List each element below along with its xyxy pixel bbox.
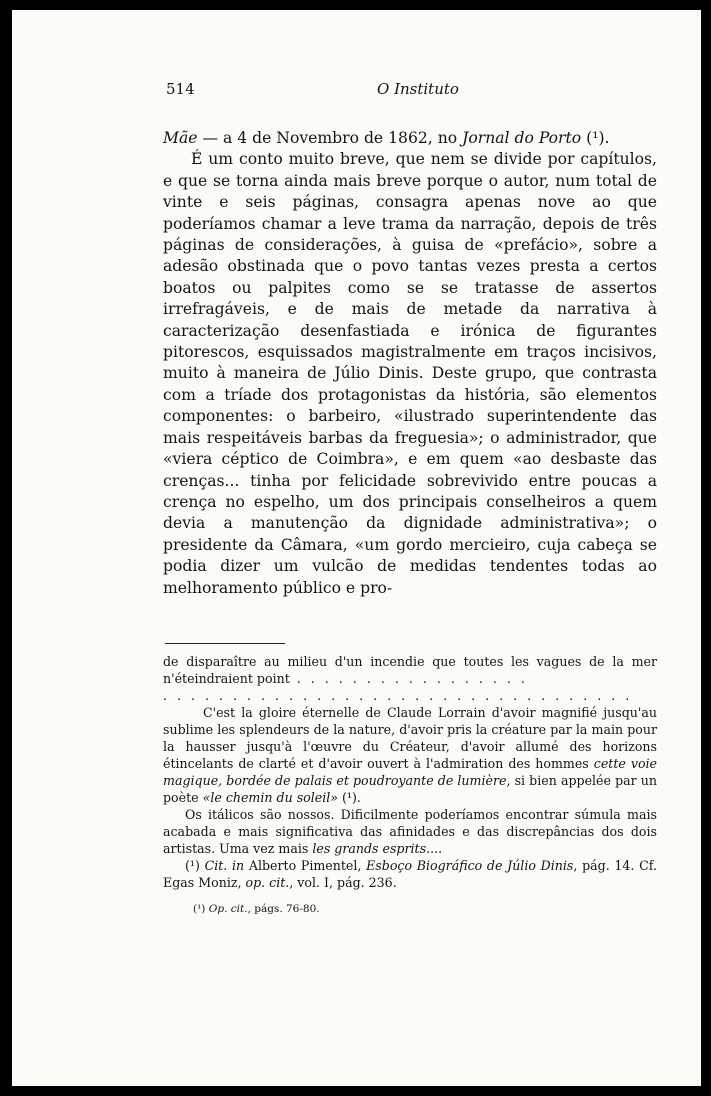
paragraph-2: É um conto muito breve, que nem se divide por capítulos, e que se torna ainda mais breve porque o autor, num total de vinte e seis páginas, consagra apenas nove ao que poderíamos chamar a leve trama da narração, depois de três páginas de considerações, à guisa de «prefácio», sobre a adesão obstinada que o povo tantas vezes presta a certos boatos ou palpites como se se tratasse de assertos irrefragáveis, e de mais de metade da narrativa à caracterização desenfastiada e irónica de figurantes pitorescos, esquissados magistralmente em traços incisivos, muito à maneira de Júlio Dinis. Deste grupo, que contrasta com a tríade dos protagonistas da história, são elementos componentes: o barbeiro, «ilustrado superintendente das mais respeitáveis barbas da freguesia»; o administrador, que «viera céptico de Coimbra», e em quem «ao desbaste das crenças... tinha por felicidade sobrevivido entre poucas a crença no espelho, um dos principais conselheiros a quem devia a manutenção da dignidade administrativa»; o presidente da Câmara, «um gordo mercieiro, cuja cabeça se podia dizer um vulcão de medidas tendentes todas ao melhoramento público e pro- bbox=[163, 150, 657, 597]
journal-name: Jornal do Porto bbox=[462, 129, 582, 147]
note-quote-1: de disparaître au milieu d'un incendie que toutes les vagues de la mer n'éteindraient point . . . . . . . . . . . . . . . . . bbox=[163, 654, 657, 686]
running-title: O Instituto bbox=[377, 80, 459, 98]
footnote-2: (¹) Op. cit., págs. 76-80. bbox=[193, 903, 320, 915]
note-ellipsis-line: . . . . . . . . . . . . . . . . . . . . . . . . . . . . . . . . . . bbox=[163, 688, 633, 703]
main-text bbox=[163, 128, 657, 599]
footnote-1: (¹) Cit. in Alberto Pimentel, Esboço Biográfico de Júlio Dinis, pág. 14. Cf. Egas Moniz, op. cit., vol. I, pág. 236. bbox=[163, 858, 657, 890]
note-quote-2: C'est la gloire éternelle de Claude Lorrain d'avoir magnifié jusqu'au sublime les splendeurs de la nature, d'avoir pris la créature par la main pour la hausser jusqu'à l'œuvre du Créateur, d'avoir allumé des horizons étincelants de clarté et d'avoir ouvert à l'admiration des hommes cette voie magique, bordée de palais et poudroyante de lumière, si bien appelée par un poète «le chemin du soleil» (¹). bbox=[163, 705, 658, 805]
work-title-mae: Mãe bbox=[163, 129, 198, 147]
book-page bbox=[12, 10, 701, 1086]
footnotes bbox=[163, 653, 657, 918]
footnote-ref: (¹). bbox=[581, 129, 610, 147]
page-number: 514 bbox=[166, 80, 195, 98]
page-header bbox=[163, 80, 657, 100]
footnote-rule bbox=[165, 643, 285, 644]
paragraph-1: Mãe — a 4 de Novembro de 1862, no Jornal do Porto (¹). bbox=[163, 129, 610, 147]
note-commentary: Os itálicos são nossos. Dificilmente poderíamos encontrar súmula mais acabada e mais significativa das afinidades e das discrepâncias dos dois artistas. Uma vez mais les grands esprits.... bbox=[163, 807, 657, 856]
